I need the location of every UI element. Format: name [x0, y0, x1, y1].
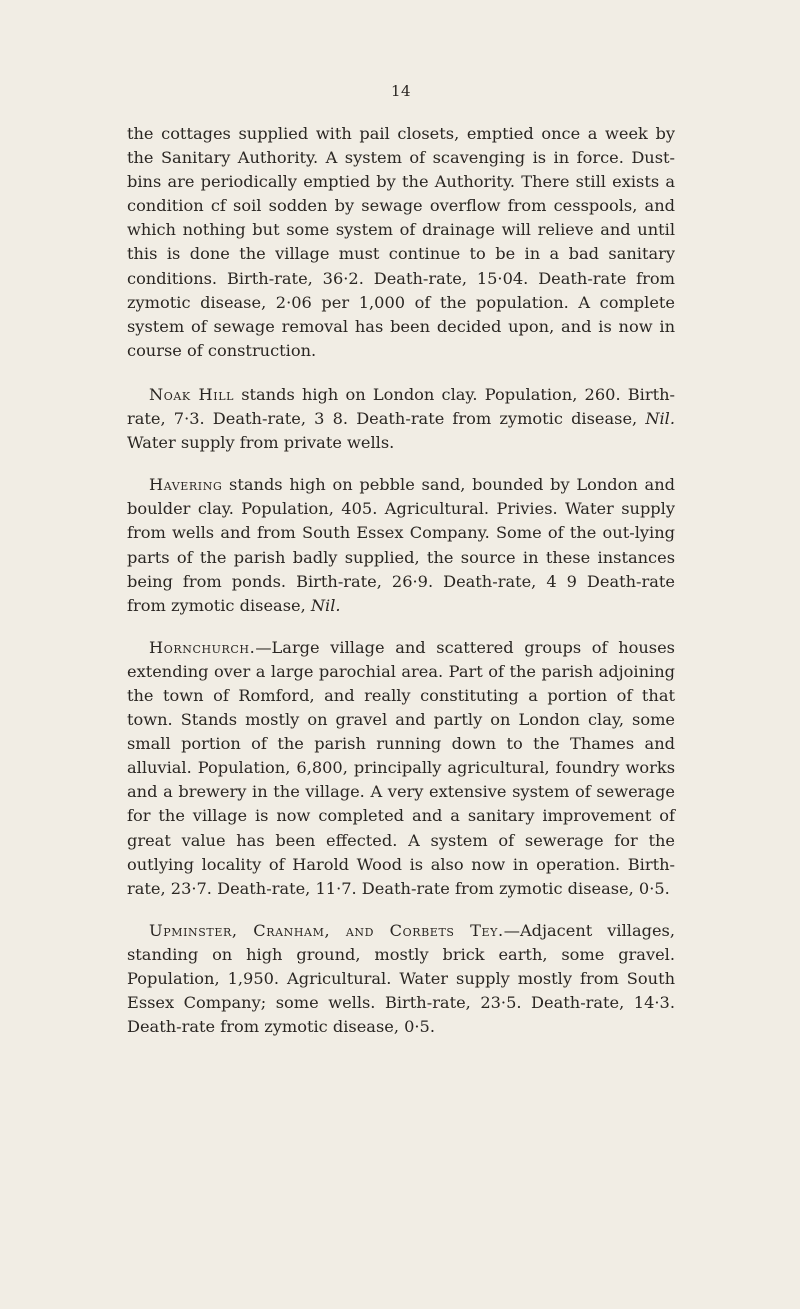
paragraph-text: Water supply from private wells. — [127, 433, 395, 453]
paragraph-hornchurch — [127, 636, 675, 901]
paragraph-noak-hill — [127, 383, 675, 455]
document-body — [127, 122, 675, 1057]
section-heading-havering: Havering — [149, 475, 223, 495]
paragraph-text: —Adjacent villages, standing on high ground, mostly brick earth, some gravel. Population, 1,950. Agricultural. Water supply mostly from South Essex Company; some wells. Birth-rate, 23·5. Death-rate, 14·3. Death-rate from zymotic disease, 0·5. — [127, 920, 675, 1037]
section-heading-upminster: Upminster, Cranham, and Corbets Tey. — [149, 920, 504, 940]
section-heading-noak-hill: Noak Hill — [149, 384, 235, 404]
paragraph-text: stands high on London clay. Population, 260. Birth-rate, 7·3. Death-rate, 3 8. Death-rate from zymotic disease, — [127, 384, 675, 429]
italic-nil: Nil. — [645, 409, 675, 429]
paragraph-text: the cottages supplied with pail closets, emptied once a week by the Sanitary Authority. A system of scavenging is in force. Dust-bins are periodically emptied by the Authority. There still exists a condition cf soil sodden by sewage overflow from cesspools, and which nothing but some system of drainage will relieve and until this is done the village must continue to be in a bad sanitary conditions. Birth-rate, 36·2. Death-rate, 15·04. Death-rate from zymotic disease, 2·06 per 1,000 of the population. A complete system of sewage removal has been decided upon, and is now in course of construction. — [127, 124, 675, 360]
paragraph-continuation — [127, 122, 675, 363]
section-heading-hornchurch: Hornchurch. — [149, 637, 256, 657]
paragraph-upminster — [127, 919, 675, 1039]
italic-nil: Nil. — [310, 595, 341, 615]
paragraph-text: —Large village and scattered groups of houses extending over a large parochial area. Part of the parish adjoining the town of Romford, and really constituting a portion of that town. Stands mostly on gravel and partly on London clay, some small portion of the parish running down to the Thames and alluvial. Population, 6,800, principally agricultural, foundry works and a brewery in the village. A very extensive system of sewerage for the village is now completed and a sanitary improvement of great value has been effected. A system of sewerage for the outlying locality of Harold Wood is also now in operation. Birth-rate, 23·7. Death-rate, 11·7. Death-rate from zymotic disease, 0·5. — [127, 637, 675, 898]
page-number: 14 — [390, 82, 412, 100]
paragraph-havering — [127, 473, 675, 618]
paragraph-text: stands high on pebble sand, bounded by London and boulder clay. Population, 405. Agricultural. Privies. Water supply from wells and from South Essex Company. Some of the out-lying parts of the parish badly supplied, the source in these instances being from ponds. Birth-rate, 26·9. Death-rate, 4 9 Death-rate from zymotic disease, — [127, 475, 675, 615]
